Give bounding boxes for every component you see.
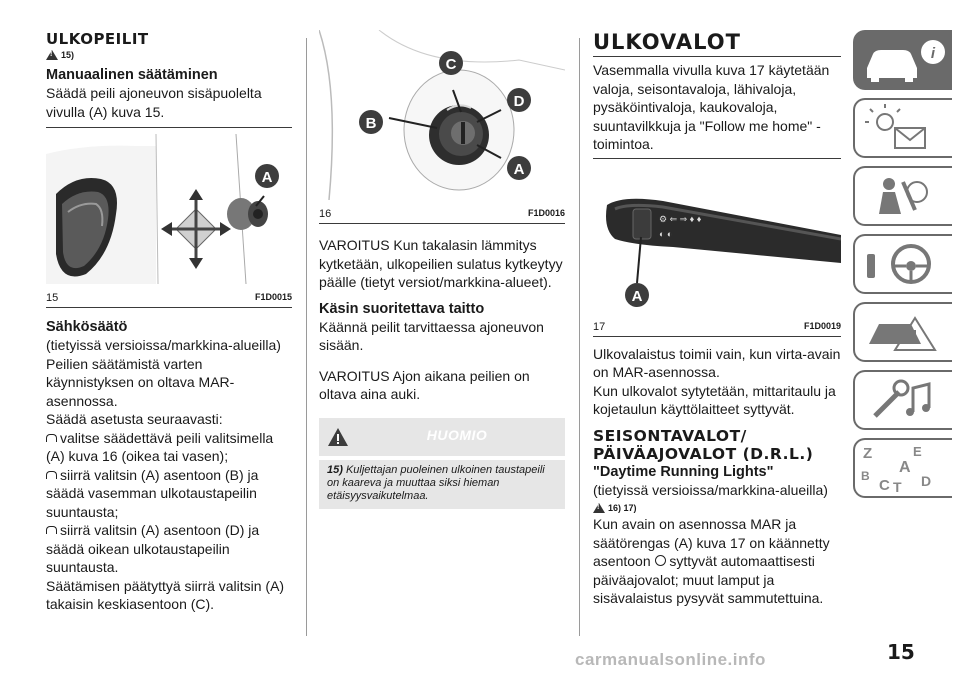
notice-text [327, 464, 559, 503]
paragraph-intro: Vasemmalla vivulla kuva 17 käytetään valoja, seisontavaloja, lähivaloja, pysäköintivaloja, kaukovaloja, suuntavilkkuja ja "Follow me home" -toimintoa. [593, 62, 830, 152]
accident-icon [855, 304, 952, 360]
figure-17 [593, 165, 841, 333]
list-item-text: valitse säädettävä peili valitsimella (A) kuva 16 (oikea tai vasen); [46, 429, 274, 464]
figure-number: 15 [46, 292, 59, 304]
heading-manual: Manuaalinen säätäminen [46, 67, 218, 83]
section-title-seisontavalot [593, 427, 841, 463]
column-left [46, 30, 292, 614]
column-divider [579, 38, 580, 636]
column-divider [306, 38, 307, 636]
section-title-line1: SEISONTAVALOT/ [593, 426, 747, 445]
bullet-icon [46, 471, 57, 479]
figure-code: F1D0019 [803, 320, 841, 331]
paragraph-drl-text2: syttyvät automaattisesti päiväajovalot; muut lamput ja sisävalaistus pysyvät sammutettuina. [593, 553, 824, 606]
stalk-symbols: ◐ ◐ [659, 228, 673, 239]
notice-text-body: Kuljettajan puoleinen ulkoinen taustapeili on kaareva ja muuttaa siksi hieman etäisyysvaikutelmaa. [327, 463, 545, 502]
index-letter: B [861, 469, 870, 483]
heading-drl: "Daytime Running Lights" [593, 463, 774, 480]
figure-label-b: B [365, 115, 377, 132]
figure-label-c: C [445, 56, 457, 73]
paragraph-manual: Säädä peili ajoneuvon sisäpuolelta vivulla (A) kuva 15. [46, 85, 262, 120]
light-stalk-illustration [593, 165, 841, 313]
wrench-music-icon [855, 372, 952, 428]
light-symbol-icon [655, 555, 666, 566]
warning-triangle-icon [46, 50, 58, 60]
tab-index[interactable] [853, 438, 952, 498]
figure-label-a: A [631, 287, 643, 305]
notice-number: 15) [327, 463, 343, 476]
figure-caption [319, 208, 565, 220]
index-letter: A [899, 459, 911, 476]
section-title-ulkopeilit: ULKOPEILIT [46, 30, 149, 48]
notice-title: HUOMIO [426, 426, 488, 443]
warning-lights-icon [855, 100, 952, 156]
tab-car-info[interactable] [853, 30, 952, 90]
page-number: 15 [887, 640, 915, 664]
column-right [593, 30, 841, 608]
mirror-illustration [46, 134, 292, 284]
paragraph-dash: Kun ulkovalot sytytetään, mittaritaulu ja kojetaulun käyttölaitteet syttyvät. [593, 382, 836, 417]
paragraph-fold: Käännä peilit tarvittaessa ajoneuvon sisään. [319, 318, 544, 353]
watermark: carmanualsonline.info [575, 650, 766, 669]
figure-caption [593, 321, 841, 333]
index-letter: E [913, 444, 922, 459]
figure-number: 16 [319, 208, 332, 220]
notice-header [319, 418, 565, 456]
list-item-3 [46, 521, 292, 577]
list-item-text: siirrä valitsin (A) asentoon (B) ja säädä vasemman ulkotaustapeilin suuntausta; [46, 466, 259, 520]
tab-warning-lights[interactable] [853, 98, 952, 158]
paragraph-after: Säätämisen päätyttyä siirrä valitsin (A) takaisin keskiasentoon (C). [46, 577, 285, 612]
section-title-ulkovalot: ULKOVALOT [593, 30, 741, 54]
index-letters-icon [855, 440, 952, 496]
notice-body [319, 460, 565, 509]
warning-triangle-icon [593, 503, 605, 513]
warning-ref-number: 15) [61, 50, 75, 60]
column-middle [319, 30, 565, 509]
figure-15 [46, 134, 292, 304]
tab-wrench-music[interactable] [853, 370, 952, 430]
figure-label-d: D [513, 93, 525, 110]
figure-code: F1D0016 [527, 208, 565, 218]
figure-16 [319, 30, 565, 220]
warning-ref-number: 16) 17) [608, 503, 637, 513]
paragraph-adjust: Säädä asetusta seuraavasti: [46, 411, 223, 427]
warning-ref [593, 501, 841, 515]
steering-icon [855, 236, 952, 292]
airbag-icon [855, 168, 952, 224]
paragraph-heat: VAROITUS Kun takalasin lämmitys kytketään, ulkopeilien sulatus kytkeytyy päälle (tietyt versiot/markkina-alueet). [319, 237, 563, 290]
paragraph-drl-text1: Kun avain on asennossa MAR ja säätörengas (A) kuva 17 on käännetty asentoon [593, 516, 830, 569]
figure-rule [46, 127, 292, 128]
figure-rule [593, 158, 841, 159]
tab-airbag[interactable] [853, 166, 952, 226]
section-title-line2: PÄIVÄAJOVALOT (D.R.L.) [593, 444, 814, 463]
figure-caption [46, 292, 292, 304]
chapter-tabs [853, 30, 952, 506]
list-item-2 [46, 466, 292, 522]
tab-accident[interactable] [853, 302, 952, 362]
index-letter: Z [863, 445, 873, 462]
figure-code: F1D0015 [254, 292, 292, 302]
paragraph-versions: (tietyissä versioissa/markkina-alueilla) [593, 481, 828, 498]
bullet-icon [46, 526, 57, 534]
paragraph-key: Peilien säätämistä varten käynnistyksen on oltava MAR-asennossa. [46, 355, 235, 409]
paragraph-drive: VAROITUS Ajon aikana peilien on oltava aina auki. [319, 367, 530, 402]
index-letter: D [921, 473, 932, 489]
car-info-icon [855, 32, 952, 88]
list-item-text: siirrä valitsin (A) asentoon (D) ja säädä oikean ulkotaustapeilin suuntausta. [46, 522, 260, 575]
paragraph-works: Ulkovalaistus toimii vain, kun virta-avain on MAR-asennossa. [593, 345, 841, 380]
svg-text:i: i [930, 45, 936, 62]
mirror-switch-illustration [319, 30, 565, 200]
stalk-symbols: ⚙ ⇐ ⇒ ♦ ♦ [659, 213, 702, 224]
heading-fold: Käsin suoritettava taitto [319, 300, 485, 317]
heading-electric: Sähkösäätö [46, 319, 128, 335]
index-letter: T [893, 479, 902, 495]
figure-label-a: A [513, 161, 525, 178]
paragraph-drl [593, 515, 841, 608]
tab-steering[interactable] [853, 234, 952, 294]
figure-number: 17 [593, 320, 606, 333]
list-item-1 [46, 429, 292, 466]
warning-ref [46, 48, 292, 62]
index-letter: C [879, 477, 890, 494]
figure-label-a: A [261, 169, 273, 186]
paragraph-versions: (tietyissä versioissa/markkina-alueilla) [46, 337, 281, 353]
bullet-icon [46, 434, 57, 442]
